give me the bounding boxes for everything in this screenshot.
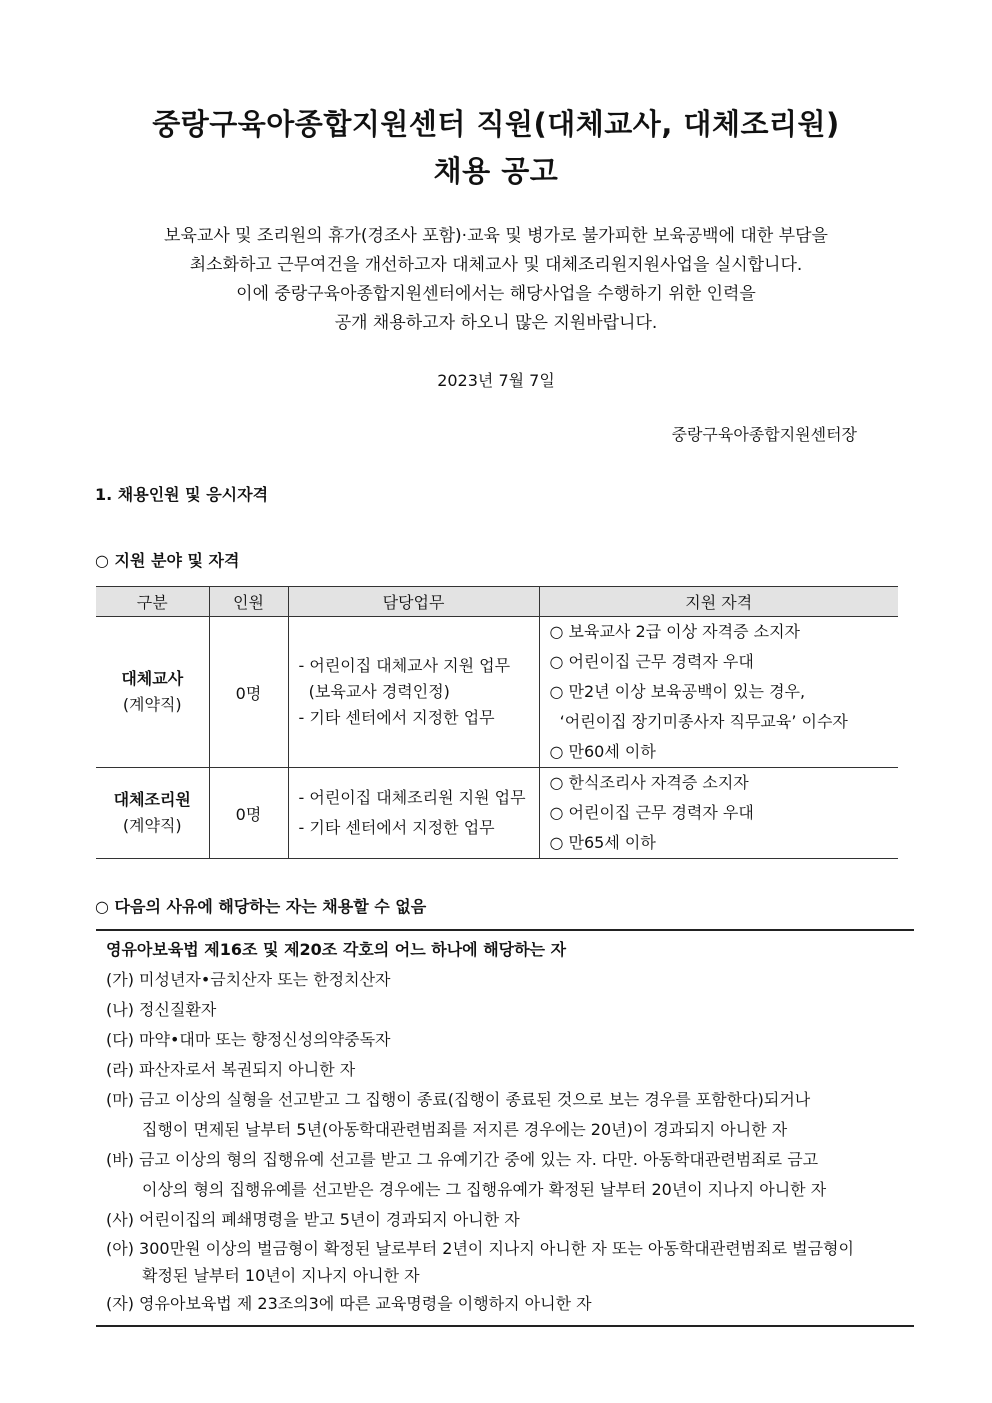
disqualification-item: (마) 금고 이상의 실형을 선고받고 그 집행이 종료(집행이 종료된 것으로 보는 경우를 포함한다)되거나 [106,1090,811,1109]
disqualification-item: (아) 300만원 이상의 벌금형이 확정된 날로부터 2년이 지나지 아니한 자 또는 아동학대관련범죄로 벌금형이 [106,1239,854,1258]
qualification-line: ○ 어린이집 근무 경력자 우대 [549,652,754,671]
table-row [96,768,898,859]
intro-line: 공개 채용하고자 하오니 많은 지원바랍니다. [334,313,658,333]
disqualification-head: 영유아보육법 제16조 및 제20조 각호의 어느 하나에 해당하는 자 [106,940,567,959]
disqualification-item-continued: 확정된 날부터 10년이 지나지 아니한 자 [142,1266,420,1285]
section-heading-1: 1. 채용인원 및 응시자격 [95,485,269,504]
intro-paragraph [0,222,992,338]
qualification-line: ○ 한식조리사 자격증 소지자 [549,773,749,792]
page-title: 중랑구육아종합지원센터 직원(대체교사, 대체조리원) [152,107,840,141]
duty-line: (보육교사 경력인정) [298,682,450,701]
contract-type: (계약직) [122,816,182,835]
disqualification-item: (자) 영유아보육법 제 23조의3에 따른 교육명령을 이행하지 아니한 자 [106,1294,592,1313]
disqualification-item: (가) 미성년자•금치산자 또는 한정치산자 [106,970,391,989]
table-header-row [96,587,898,617]
intro-line: 이에 중랑구육아종합지원센터에서는 해당사업을 수행하기 위한 인력을 [236,284,756,304]
qualifications-cell [539,768,898,859]
category-cell [96,768,209,859]
notice-date: 2023년 7월 7일 [437,371,555,390]
header-duties: 담당업무 [288,587,539,617]
qualification-line: ○ 보육교사 2급 이상 자격증 소지자 [549,622,800,641]
category-name: 대체교사 [121,669,184,688]
count-cell: 0명 [209,768,288,859]
duty-line: - 기타 센터에서 지정한 업무 [298,818,495,837]
duty-line: - 어린이집 대체교사 지원 업무 [298,656,511,675]
requirements-table [96,586,898,859]
contract-type: (계약직) [122,695,182,714]
category-cell [96,617,209,768]
duty-line: - 기타 센터에서 지정한 업무 [298,708,495,727]
disqualification-box [96,929,914,1327]
category-name: 대체조리원 [113,790,191,809]
section-heading-2: ○ 다음의 사유에 해당하는 자는 채용할 수 없음 [95,897,427,916]
disqualification-item-continued: 집행이 면제된 날부터 5년(아동학대관련범죄를 저지른 경우에는 20년)이 경과되지 아니한 자 [142,1120,788,1139]
duty-line: - 어린이집 대체조리원 지원 업무 [298,788,526,807]
disqualification-item: (다) 마약•대마 또는 향정신성의약중독자 [106,1030,391,1049]
header-qualifications: 지원 자격 [539,587,898,617]
disqualification-item-continued: 이상의 형의 집행유예를 선고받은 경우에는 그 집행유예가 확정된 날부터 20년이 지나지 아니한 자 [142,1180,827,1199]
header-count: 인원 [209,587,288,617]
intro-line: 최소화하고 근무여건을 개선하고자 대체교사 및 대체조리원지원사업을 실시합니다. [189,255,803,275]
qualification-line: ○ 만60세 이하 [549,742,656,761]
qualification-line: ○ 만2년 이상 보육공백이 있는 경우, [549,682,806,701]
duties-cell [288,617,539,768]
disqualification-item: (라) 파산자로서 복권되지 아니한 자 [106,1060,356,1079]
disqualification-item: (사) 어린이집의 폐쇄명령을 받고 5년이 경과되지 아니한 자 [106,1210,520,1229]
intro-line: 보육교사 및 조리원의 휴가(경조사 포함)·교육 및 병가로 불가피한 보육공백에 대한 부담을 [164,226,828,246]
section-subheading: ○ 지원 분야 및 자격 [95,551,240,570]
signer: 중랑구육아종합지원센터장 [671,425,857,444]
qualification-line: ‘어린이집 장기미종사자 직무교육’ 이수자 [549,712,848,731]
header-category: 구분 [96,587,209,617]
count-cell: 0명 [209,617,288,768]
disqualification-item: (나) 정신질환자 [106,1000,217,1019]
qualifications-cell [539,617,898,768]
qualification-line: ○ 만65세 이하 [549,833,656,852]
disqualification-item: (바) 금고 이상의 형의 집행유예 선고를 받고 그 유예기간 중에 있는 자. 다만. 아동학대관련범죄로 금고 [106,1150,819,1169]
qualification-line: ○ 어린이집 근무 경력자 우대 [549,803,754,822]
duties-cell [288,768,539,859]
table-row [96,617,898,768]
page-title-sub: 채용 공고 [433,154,559,188]
